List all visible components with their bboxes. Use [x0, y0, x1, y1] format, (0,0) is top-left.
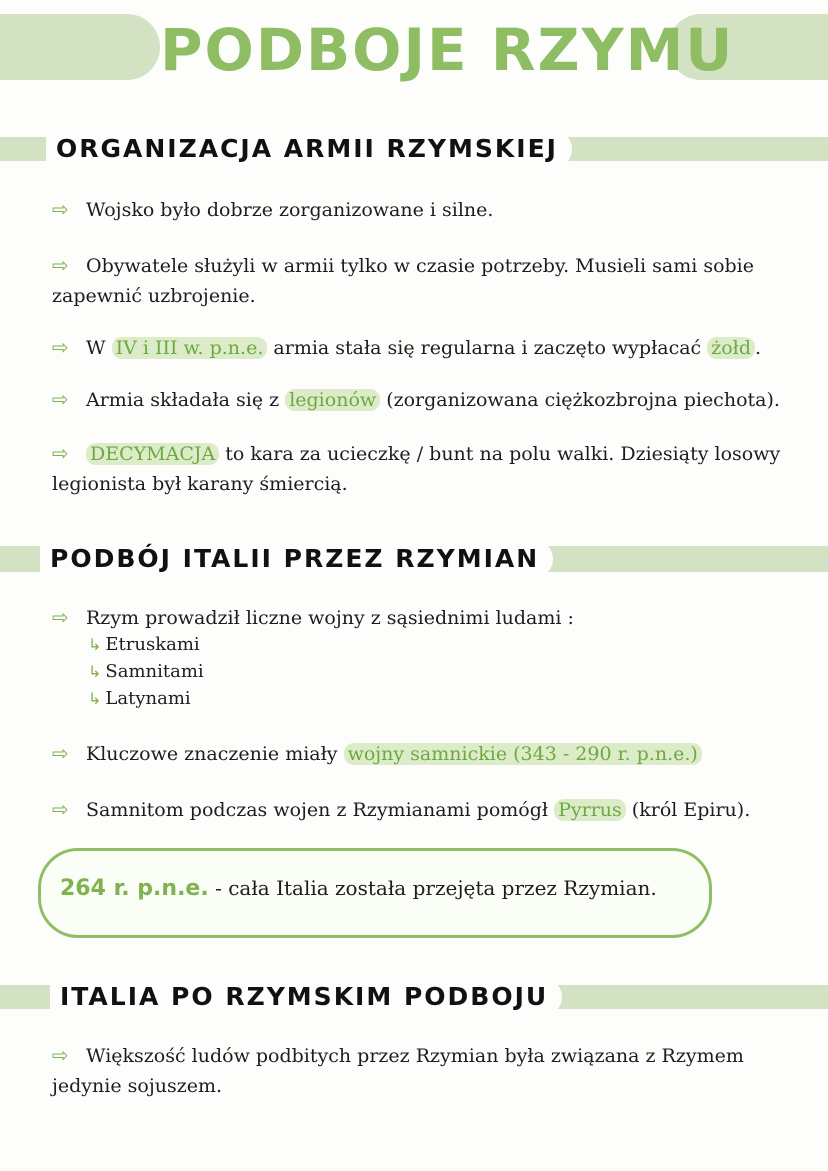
right-arrow-icon: ⇨	[52, 387, 69, 411]
list-item: ⇨ Wojsko było dobrze zorganizowane i silne.	[52, 194, 812, 225]
right-arrow-icon: ⇨	[52, 335, 69, 359]
list-item: ⇨ Większość ludów podbitych przez Rzymian była związana z Rzymem jedynie sojuszem.	[52, 1040, 812, 1101]
right-arrow-icon: ⇨	[52, 741, 69, 765]
highlight: Pyrrus	[554, 799, 626, 821]
list-item: ⇨ Rzym prowadził liczne wojny z sąsiednimi ludami :	[52, 602, 812, 633]
list-item: ⇨ Obywatele służyli w armii tylko w czasie potrzeby. Musieli sami sobie zapewnić uzbrojenie.	[52, 250, 812, 311]
sub-list-item: ↳ Latynami	[88, 688, 191, 709]
list-item: ⇨ Armia składała się z legionów (zorganizowana ciężkozbrojna piechota).	[52, 384, 822, 415]
hook-arrow-icon: ↳	[88, 635, 102, 654]
list-item: ⇨ Kluczowe znaczenie miały wojny samnickie (343 - 290 r. p.n.e.)	[52, 738, 822, 769]
right-arrow-icon: ⇨	[52, 197, 69, 221]
right-arrow-icon: ⇨	[52, 253, 69, 277]
sub-list-item: ↳ Etruskami	[88, 634, 200, 655]
highlight: DECYMACJA	[86, 443, 219, 465]
highlight: wojny samnickie (343 - 290 r. p.n.e.)	[344, 743, 702, 765]
section-heading-3: ITALIA PO RZYMSKIM PODBOJU	[50, 978, 562, 1016]
sub-list-item: ↳ Samnitami	[88, 661, 204, 682]
right-arrow-icon: ⇨	[52, 441, 69, 465]
section-heading-2: PODBÓJ ITALII PRZEZ RZYMIAN	[40, 540, 553, 578]
hook-arrow-icon: ↳	[88, 662, 102, 681]
callout-text: 264 r. p.n.e. - cała Italia została przejęta przez Rzymian.	[60, 876, 657, 901]
right-arrow-icon: ⇨	[52, 797, 69, 821]
list-item: ⇨ W IV i III w. p.n.e. armia stała się regularna i zaczęto wypłacać żołd .	[52, 332, 822, 363]
hook-arrow-icon: ↳	[88, 689, 102, 708]
right-arrow-icon: ⇨	[52, 605, 69, 629]
highlight: żołd	[707, 337, 755, 359]
list-item: ⇨ Samnitom podczas wojen z Rzymianami pomógł Pyrrus (król Epiru).	[52, 794, 822, 825]
section-heading-1: ORGANIZACJA ARMII RZYMSKIEJ	[46, 130, 572, 168]
title-band-left	[0, 14, 160, 80]
callout-date: 264 r. p.n.e.	[60, 876, 209, 901]
highlight: IV i III w. p.n.e.	[112, 337, 268, 359]
right-arrow-icon: ⇨	[52, 1043, 69, 1067]
highlight: legionów	[285, 389, 380, 411]
page-title: PODBOJE RZYMU	[160, 16, 735, 84]
list-item: ⇨ DECYMACJA to kara za ucieczkę / bunt na polu walki. Dziesiąty losowy legionista był karany śmiercią.	[52, 438, 812, 499]
